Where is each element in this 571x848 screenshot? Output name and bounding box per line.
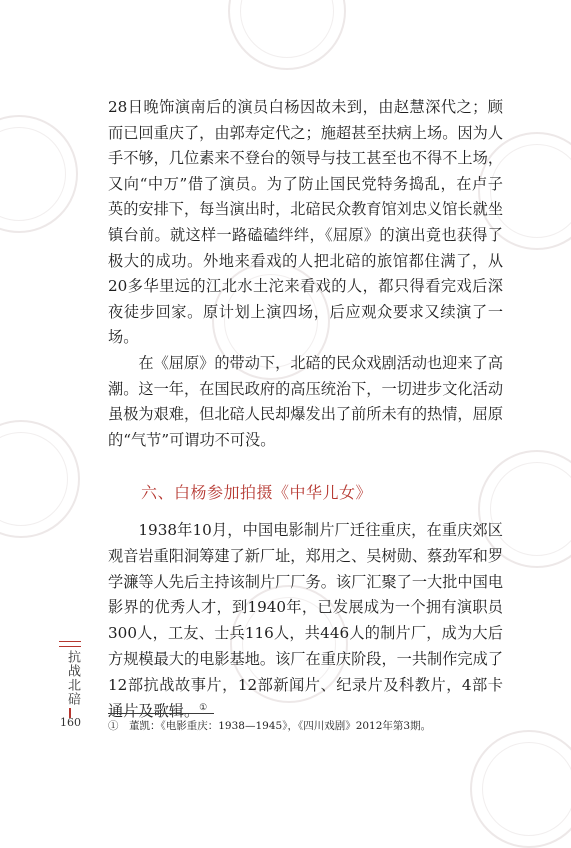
paragraph-text: 1938年10月，中国电影制片厂迁往重庆，在重庆郊区观音岩重阳洞筹建了新厂址，郑用之、吴树勋、蔡劲军和罗学濂等人先后主持该制片厂厂务。该厂汇聚了一大批中国电影界的优秀人才，到1940年，已发展成为一个拥有演职员300人，工友、士兵116人，共446人的制片厂，成为大后方规模最大的电影基地。该厂在重庆阶段，一共制作完成了12部抗战故事片，12部新闻片、纪录片及科教片，4部卡通片及歌辑。 (108, 521, 503, 720)
running-title: 抗战北碚 (65, 650, 80, 706)
footnote: ① 董凯：《电影重庆：1938—1945》，《四川戏剧》2012年第3期。 (108, 720, 432, 732)
footnote-ref[interactable]: ① (199, 702, 208, 713)
watermark-seal (470, 730, 571, 848)
body-text-block (108, 518, 503, 724)
paragraph (108, 518, 503, 724)
body-text-block (108, 95, 503, 453)
footnote-divider (108, 713, 214, 714)
section-heading: 六、白杨参加拍摄《中华儿女》 (141, 483, 373, 502)
running-title-ornament (59, 641, 81, 647)
page-number: 160 (60, 716, 81, 729)
watermark-seal (228, 0, 346, 70)
paragraph: 在《屈原》的带动下，北碚的民众戏剧活动也迎来了高潮。这一年，在国民政府的高压统治下，一切进步文化活动虽极为艰难，但北碚人民却爆发出了前所未有的热情，屈原的“气节”可谓功不可没。 (108, 353, 503, 449)
watermark-seal (0, 115, 78, 233)
paragraph: 28日晚饰演南后的演员白杨因故未到，由赵慧深代之；顾而已回重庆了，由郭寿定代之；施超甚至扶病上场。因为人手不够，几位素来不登台的领导与技工甚至也不得不上场，又向“中万”借了演员。为了防止国民党特务捣乱，在卢子英的安排下，每当演出时，北碚民众教育馆刘忠义馆长就坐镇台前。就这样一路磕磕绊绊，《屈原》的演出竟也获得了极大的成功。外地来看戏的人把北碚的旅馆都住满了，从20多华里远的江北水土沱来看戏的人，都只得看完戏后深夜徒步回家。原计划上演四场，后应观众要求又续演了一场。 (108, 98, 503, 347)
watermark-seal (0, 420, 80, 538)
